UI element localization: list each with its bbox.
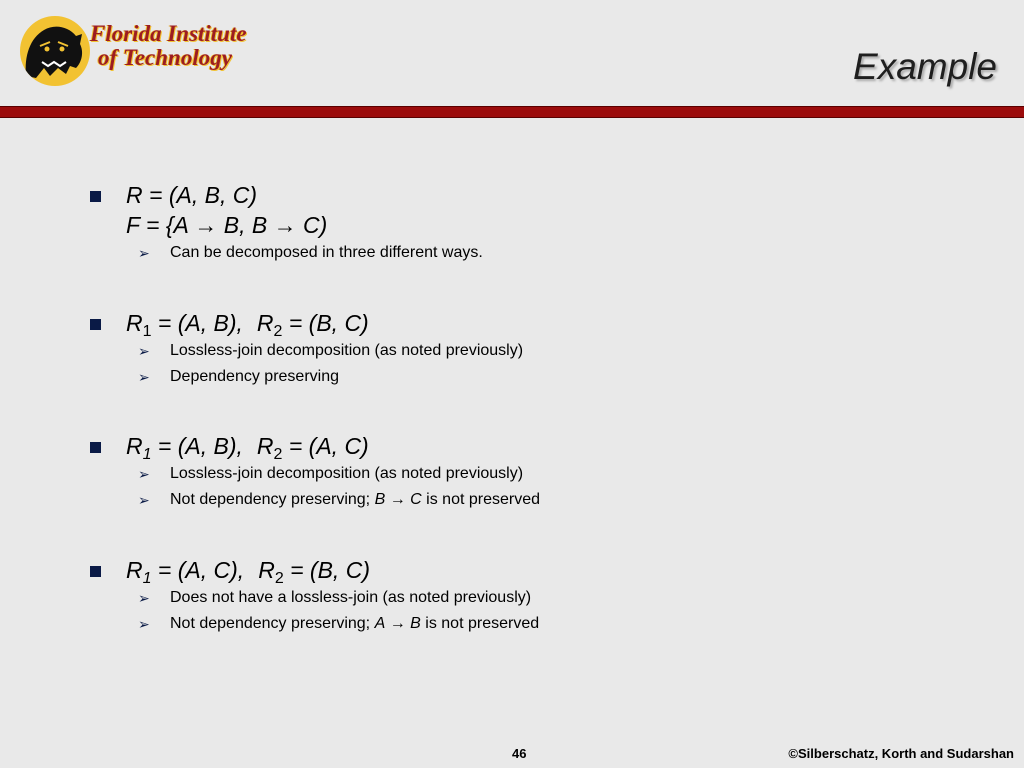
arrow-bullet-icon: ➢	[138, 369, 150, 385]
square-bullet-icon	[90, 319, 101, 330]
r1-letter: R	[126, 310, 143, 336]
main-bullet	[0, 431, 1024, 461]
section-4	[0, 555, 1024, 637]
sub-bullet-text: Can be decomposed in three different ways.	[170, 244, 483, 261]
section-3	[0, 431, 1024, 513]
title-divider	[0, 106, 1024, 118]
sub-bullet-suffix: is not preserved	[420, 615, 540, 632]
sub-bullet	[0, 338, 1024, 364]
r2-index: 2	[274, 570, 284, 587]
square-bullet-icon	[90, 566, 101, 577]
r2-letter: R	[258, 557, 275, 583]
fd-part-c: C)	[303, 212, 328, 238]
sub-bullet-prefix: Not dependency preserving;	[170, 491, 375, 508]
sub-bullet-prefix: Not dependency preserving;	[170, 615, 375, 632]
fd-part-a: F = {A	[126, 212, 189, 238]
arrow-bullet-icon: ➢	[138, 466, 150, 482]
main-bullet	[0, 555, 1024, 585]
arrow-icon: →	[194, 212, 218, 238]
page-number: 46	[512, 746, 527, 761]
sub-bullet-suffix: is not preserved	[421, 491, 540, 508]
arrow-bullet-icon: ➢	[138, 492, 150, 508]
arrow-bullet-icon: ➢	[138, 245, 150, 261]
square-bullet-icon	[90, 191, 101, 202]
sub-bullet	[0, 461, 1024, 487]
r2-letter: R	[256, 433, 274, 459]
sub-bullet-text: Lossless-join decomposition (as noted previously)	[170, 342, 524, 359]
sub-bullet-text: Dependency preserving	[170, 368, 339, 385]
r2-index: 2	[273, 446, 283, 463]
sub-bullet	[0, 240, 1024, 266]
arrow-bullet-icon: ➢	[138, 590, 150, 606]
arrow-icon: →	[273, 212, 297, 238]
r2-value: = (B, C)	[282, 310, 369, 336]
square-bullet-icon	[90, 442, 101, 453]
r1-index: 1	[142, 446, 152, 463]
fd-from: B	[374, 491, 386, 508]
sub-bullet-text: Does not have a lossless-join (as noted previously)	[170, 589, 532, 606]
arrow-icon: →	[389, 491, 406, 508]
sub-bullet	[0, 364, 1024, 390]
sub-bullet	[0, 487, 1024, 513]
logo-line-1: Florida Institute	[90, 21, 247, 46]
sub-bullet	[0, 611, 1024, 637]
copyright-notice: ©Silberschatz, Korth and Sudarshan	[788, 746, 1014, 761]
fd-line	[126, 210, 1024, 240]
r1-value: = (A, C),	[151, 557, 245, 583]
main-bullet	[0, 180, 1024, 240]
fd-from: A	[374, 615, 386, 632]
fd-part-b: B, B	[223, 212, 268, 238]
r1-letter: R	[126, 433, 143, 459]
fd-to: C	[410, 491, 422, 508]
r1-index: 1	[142, 323, 152, 340]
section-2	[0, 308, 1024, 390]
r2-letter: R	[256, 310, 274, 336]
relation-line: R = (A, B, C)	[126, 182, 257, 208]
r1-letter: R	[126, 557, 143, 583]
r2-value: = (B, C)	[283, 557, 370, 583]
r1-value: = (A, B),	[151, 310, 243, 336]
section-1	[0, 180, 1024, 266]
logo-text	[90, 22, 247, 70]
r2-index: 2	[273, 323, 283, 340]
fit-logo	[18, 14, 258, 90]
arrow-icon: →	[389, 615, 406, 632]
r2-value: = (A, C)	[282, 433, 369, 459]
logo-line-2: of Technology	[98, 45, 232, 70]
panther-seal-icon	[20, 16, 90, 86]
arrow-bullet-icon: ➢	[138, 343, 150, 359]
main-bullet	[0, 308, 1024, 338]
r1-value: = (A, B),	[151, 433, 243, 459]
r1-index: 1	[142, 570, 152, 587]
arrow-bullet-icon: ➢	[138, 616, 150, 632]
sub-bullet-text: Lossless-join decomposition (as noted previously)	[170, 465, 524, 482]
fd-to: B	[410, 615, 421, 632]
sub-bullet	[0, 585, 1024, 611]
slide-title: Example	[853, 46, 997, 87]
